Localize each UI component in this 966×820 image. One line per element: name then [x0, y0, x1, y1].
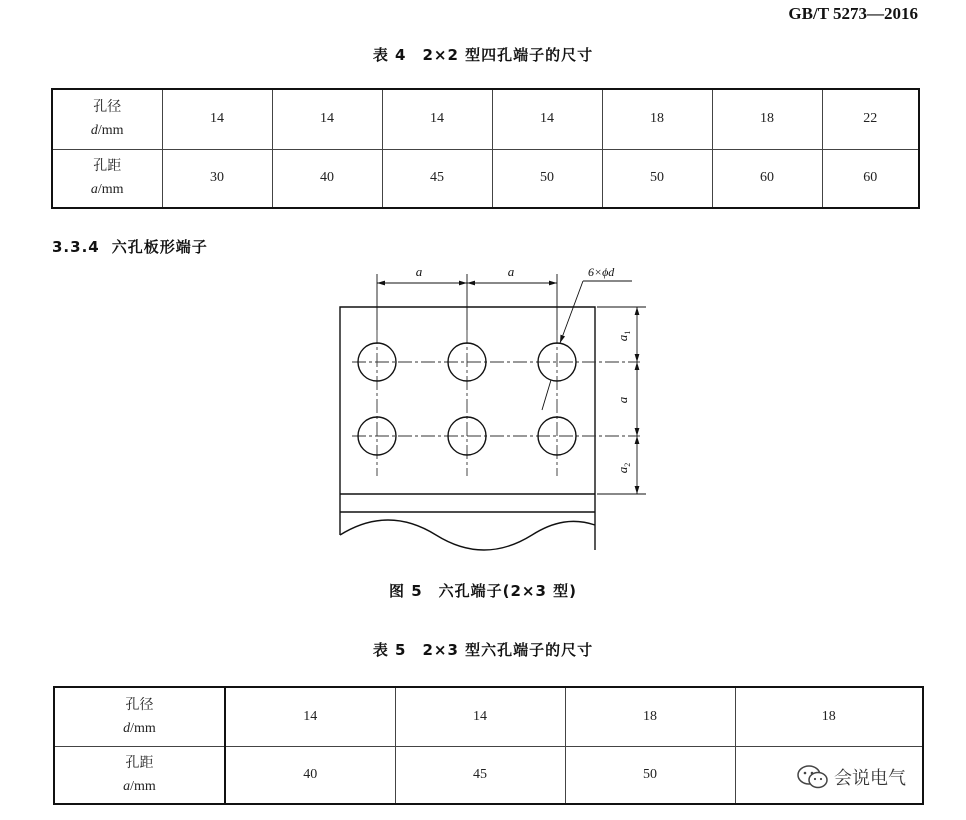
table-row — [54, 687, 923, 746]
dim-a-mid: a — [615, 396, 630, 404]
dim-a-top-1: a — [415, 264, 423, 279]
row-variable: a — [123, 778, 131, 794]
table-cell: 45 — [395, 746, 565, 804]
table-cell: 50 — [492, 149, 602, 208]
table-cell: 14 — [395, 687, 565, 746]
table-cell: 14 — [492, 89, 602, 149]
dim-holes: 6×ϕd — [588, 265, 615, 279]
table-cell: 50 — [602, 149, 712, 208]
table-cell: 18 — [735, 687, 923, 746]
table-cell: 22 — [822, 89, 919, 149]
watermark-text: 会说电气 — [834, 768, 906, 789]
section-number: 3.3.4 — [52, 238, 100, 256]
dim-a1: $a_1$ — [615, 330, 632, 342]
section-title: 六孔板形端子 — [111, 238, 208, 256]
table-cell: 14 — [382, 89, 492, 149]
table-cell: 18 — [602, 89, 712, 149]
table5 — [53, 686, 924, 805]
figure5-caption: 图 5 六孔端子(2×3 型) — [388, 582, 578, 600]
dim-a-top-2: a — [507, 264, 515, 279]
table-cell: 60 — [712, 149, 822, 208]
table5-caption: 表 5 2×3 型六孔端子的尺寸 — [372, 641, 594, 659]
standard-code: GB/T 5273—2016 — [788, 4, 918, 23]
row-variable: a — [90, 182, 98, 198]
table-cell: 18 — [565, 687, 735, 746]
row-label: 孔径 — [93, 99, 122, 116]
watermark — [796, 764, 906, 790]
table-cell: 14 — [162, 89, 272, 149]
table-row — [54, 746, 923, 804]
row-header — [54, 746, 225, 804]
row-header — [54, 687, 225, 746]
table-cell: 30 — [162, 149, 272, 208]
row-unit: /mm — [130, 778, 156, 794]
table4-caption: 表 4 2×2 型四孔端子的尺寸 — [372, 46, 594, 64]
row-variable: d — [123, 720, 131, 736]
table-cell: 50 — [565, 746, 735, 804]
table-cell: 40 — [272, 149, 382, 208]
row-label: 孔径 — [125, 696, 154, 713]
wechat-icon — [796, 764, 830, 790]
table-cell: 45 — [382, 149, 492, 208]
dim-a2: $a_2$ — [615, 462, 632, 474]
row-unit: /mm — [97, 182, 124, 198]
row-label: 孔距 — [125, 754, 154, 771]
table-cell: 40 — [225, 746, 395, 804]
row-label: 孔距 — [93, 158, 122, 175]
table-cell: 14 — [272, 89, 382, 149]
dimension-labels — [416, 264, 632, 473]
row-variable: d — [90, 123, 98, 139]
table-cell: 18 — [712, 89, 822, 149]
row-unit: /mm — [130, 720, 156, 736]
table-cell: 60 — [822, 149, 919, 208]
center-lines — [352, 330, 640, 476]
row-unit: /mm — [97, 123, 124, 139]
table-cell: 14 — [225, 687, 395, 746]
